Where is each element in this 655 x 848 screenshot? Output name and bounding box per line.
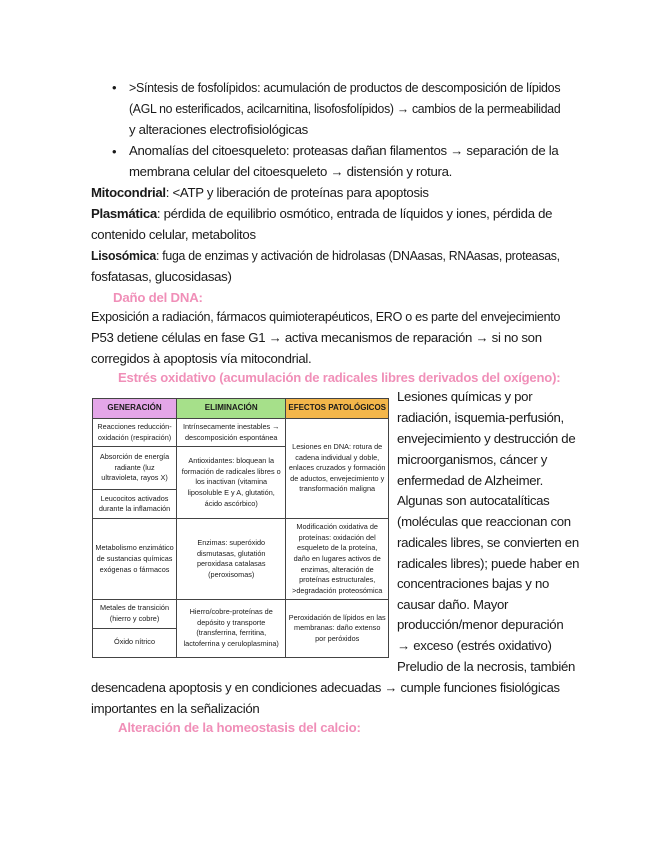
text-line: y alteraciones electrofisiológicas <box>129 122 308 137</box>
text-line: fosfatasas, glucosidasas) <box>91 269 232 284</box>
table-header-eliminacion: ELIMINACIÓN <box>177 399 286 419</box>
text-line: radicales libres, se convierten en <box>397 535 579 550</box>
text-line: P53 detiene células en fase G1 → activa mecanismos de reparación → si no son <box>91 330 542 345</box>
text-line: Lesiones químicas y por <box>397 389 533 404</box>
mitocondrial-term: Mitocondrial <box>91 185 166 200</box>
plasmatica-term: Plasmática <box>91 206 157 221</box>
text-line: radicales libres); puede haber en <box>397 556 580 571</box>
text-line: Exposición a radiación, fármacos quimioterapéuticos, ERO o es parte del envejecimiento <box>91 309 561 324</box>
table-cell: Óxido nítrico <box>93 628 177 657</box>
table-cell: Hierro/cobre-proteínas de depósito y transporte (transferrina, ferritina, lactoferrina y ceruloplasmina) <box>177 600 286 657</box>
text-line: → exceso (estrés oxidativo) <box>397 638 552 653</box>
text-line: (AGL no esterificados, acilcarnitina, lisofosfolípidos) → cambios de la permeabilidad <box>129 101 561 116</box>
text-line: causar daño. Mayor <box>397 597 509 612</box>
text-line: Anomalías del citoesqueleto: proteasas dañan filamentos → separación de la <box>129 143 559 158</box>
bullet-dot: • <box>112 144 117 159</box>
plasmatica-text: : pérdida de equilibrio osmótico, entrada de líquidos y iones, pérdida de <box>156 206 553 221</box>
table-cell: Absorción de energía radiante (luz ultravioleta, rayos X) <box>93 447 177 490</box>
table-cell: Peroxidación de lípidos en las membranas: daño extenso por peróxidos <box>286 600 389 657</box>
table-cell: Antioxidantes: bloquean la formación de radicales libres o los inactivan (vitamina liposoluble E y A, glutatión, ácido ascórbico) <box>177 447 286 519</box>
text-line: microorganismos, cáncer y <box>397 452 548 467</box>
text-line: >Síntesis de fosfolípidos: acumulación de productos de descomposición de lípidos <box>129 80 561 95</box>
text-line: desencadena apoptosis y en condiciones adecuadas → cumple funciones fisiológicas <box>91 680 560 695</box>
lisosomica-text: : fuga de enzimas y activación de hidrolasas (DNAasas, RNAasas, proteasas, <box>155 248 560 263</box>
text-line: radiación, isquemia-perfusión, <box>397 410 564 425</box>
text-line: enfermedad de Alzheimer. <box>397 473 544 488</box>
mitocondrial-text: : <ATP y liberación de proteínas para apoptosis <box>165 185 429 200</box>
lisosomica-term: Lisosómica <box>91 248 156 263</box>
text-line: concentraciones bajas y no <box>397 576 550 591</box>
text-line: Preludio de la necrosis, también <box>397 659 576 674</box>
text-line: corregidos à apoptosis vía mitocondrial. <box>91 351 312 366</box>
table-cell: Leucocitos activados durante la inflamación <box>93 490 177 519</box>
text-line: (moléculas que reaccionan con <box>397 514 571 529</box>
bullet-dot: • <box>112 80 117 95</box>
text-line: importantes en la señalización <box>91 701 260 716</box>
section-heading-calcio: Alteración de la homeostasis del calcio: <box>118 720 361 735</box>
text-line: membrana celular del citoesqueleto → distensión y rotura. <box>129 164 453 179</box>
mitocondrial-paragraph <box>91 182 429 203</box>
table-cell: Intrínsecamente inestables → descomposición espontánea <box>177 419 286 447</box>
table-cell: Metabolismo enzimático de sustancias químicas exógenas o fármacos <box>93 519 177 600</box>
table-cell: Metales de transición (hierro y cobre) <box>93 600 177 628</box>
section-heading-estres-oxidativo: Estrés oxidativo (acumulación de radicales libres derivados del oxígeno): <box>118 370 561 385</box>
table-header-generacion: GENERACIÓN <box>93 399 177 419</box>
oxidative-stress-table <box>92 398 389 658</box>
text-line: Algunas son autocatalíticas <box>397 493 550 508</box>
table-cell: Enzimas: superóxido dismutasas, glutatión peroxidasa catalasas (peroxisomas) <box>177 519 286 600</box>
text-line: envejecimiento y destrucción de <box>397 431 576 446</box>
text-line: producción/menor depuración <box>397 617 564 632</box>
table-header-efectos: EFECTOS PATOLÓGICOS <box>286 399 389 419</box>
plasmatica-paragraph <box>91 203 552 224</box>
lisosomica-paragraph <box>91 245 560 266</box>
table-cell: Lesiones en DNA: rotura de cadena individual y doble, enlaces cruzados y formación de aductos, envejecimiento y transformación maligna <box>286 419 389 519</box>
table-cell: Modificación oxidativa de proteínas: oxidación del esqueleto de la proteína, daño en lugares activos de enzimas, alteración de proteínas estructurales, >degradación proteosómica <box>286 519 389 600</box>
section-heading-dano-dna: Daño del DNA: <box>113 290 203 305</box>
table-cell: Reacciones reducción-oxidación (respiración) <box>93 419 177 447</box>
text-line: contenido celular, metabolitos <box>91 227 256 242</box>
